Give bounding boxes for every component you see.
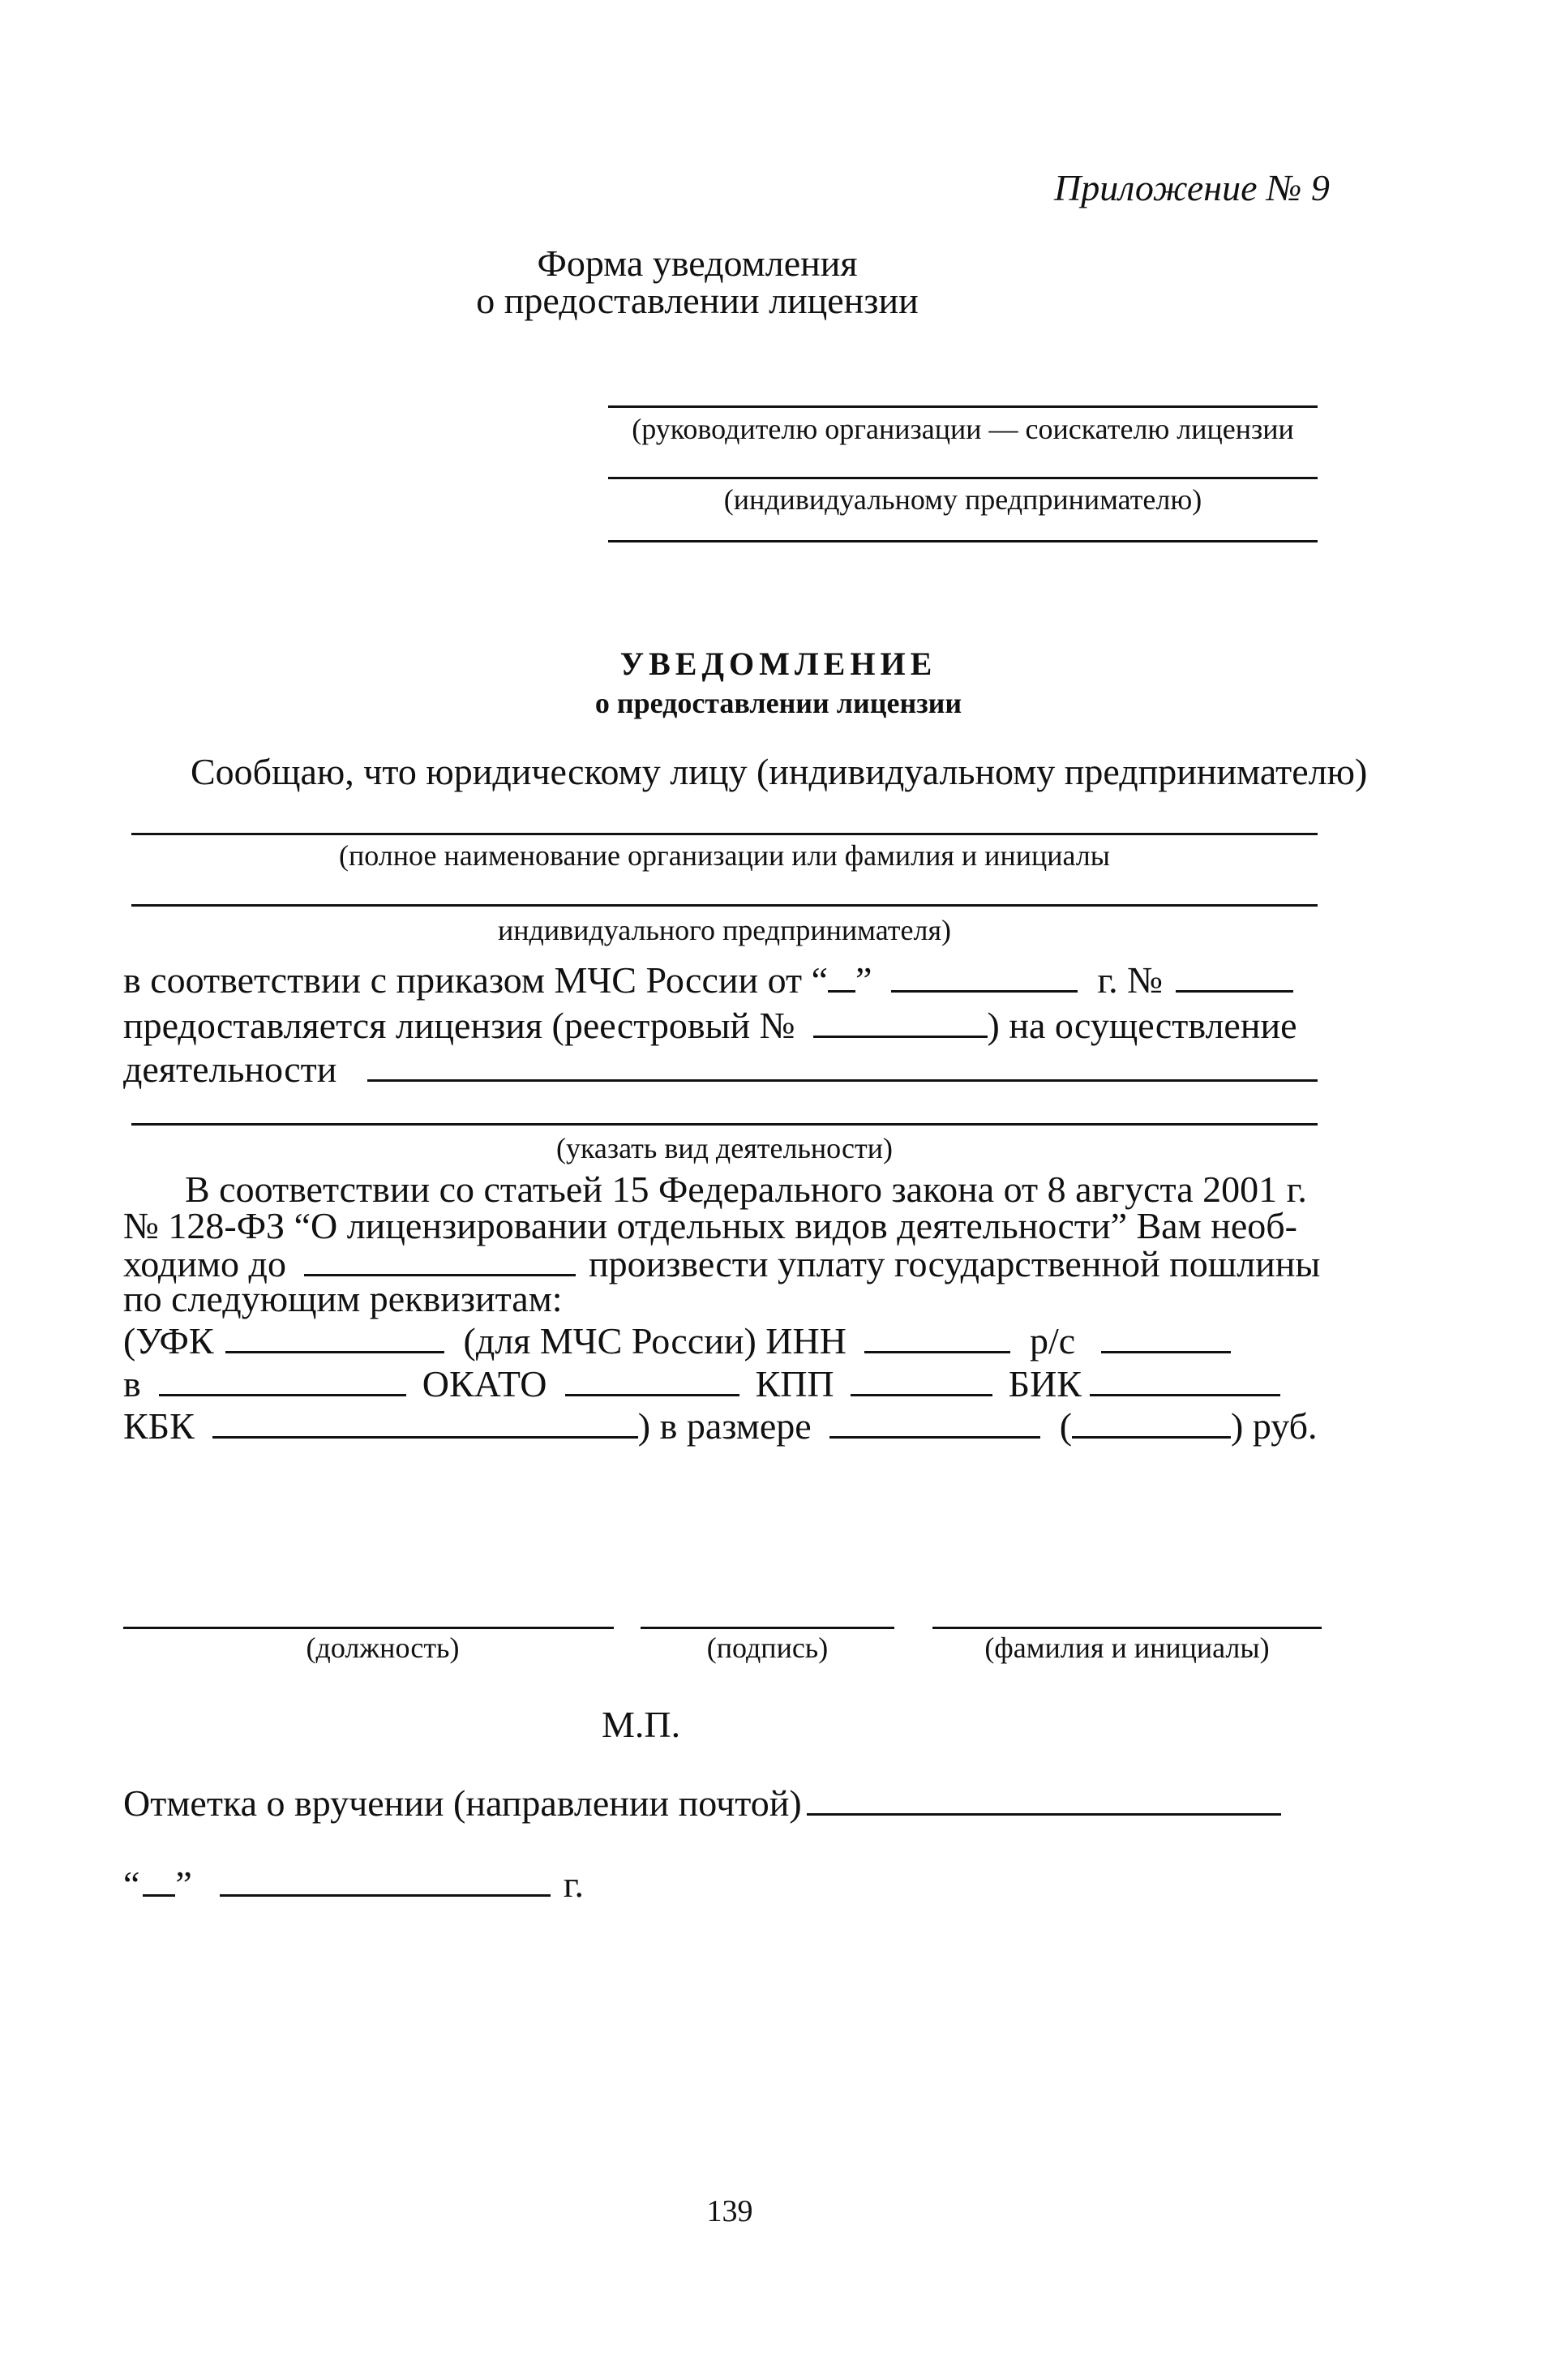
- stamp-place: М.П.: [602, 1704, 681, 1745]
- okato-blank: [565, 1361, 739, 1396]
- recipient-caption-1: (руководителю организации — соискателю лицензии: [632, 413, 1294, 445]
- bank-blank: [159, 1361, 406, 1396]
- ufk-blank: [225, 1318, 444, 1353]
- delivery-line: [123, 1780, 1327, 1825]
- date-year-label: г.: [563, 1863, 585, 1906]
- recipient-line-2: [608, 477, 1318, 479]
- full-name-caption: (фамилия и инициалы): [984, 1632, 1270, 1664]
- license-number-blank: [813, 1002, 988, 1038]
- order-day-blank: [828, 957, 855, 993]
- appendix-label: Приложение № 9: [1054, 167, 1330, 208]
- law-text-3a: ходимо до: [123, 1243, 286, 1285]
- activity-blank: [367, 1046, 1318, 1082]
- notice-paragraph: Сообщаю, что юридическому лицу (индивидуальному предпринимателю): [191, 751, 1368, 792]
- name-caption-1: (полное наименование организации или фамилия и инициалы: [339, 839, 1110, 872]
- order-text-c: г. №: [1097, 959, 1164, 1001]
- inn-blank: [864, 1318, 1010, 1353]
- order-text-a: в соответствии с приказом МЧС России от “: [123, 959, 829, 1001]
- order-number-blank: [1176, 957, 1293, 993]
- date-month-blank: [220, 1861, 551, 1897]
- date-line: [123, 1861, 584, 1906]
- activity-line-2: [131, 1123, 1318, 1126]
- signature-line: [641, 1627, 894, 1629]
- account-blank: [1101, 1318, 1231, 1353]
- activity-label: деятельности: [123, 1048, 337, 1091]
- kpp-blank: [851, 1361, 992, 1396]
- doc-title: УВЕДОМЛЕНИЕ: [619, 645, 937, 682]
- req-okato-label: ОКАТО: [422, 1363, 547, 1405]
- page-number: 139: [706, 2194, 753, 2228]
- license-text-a: предоставляется лицензия (реестровый №: [123, 1005, 795, 1047]
- kbk-blank: [212, 1403, 638, 1439]
- activity-line: [123, 1046, 1327, 1091]
- order-line: [123, 957, 1327, 1002]
- order-month-blank: [891, 957, 1078, 993]
- req-amount-label: ) в размере: [637, 1405, 812, 1447]
- law-line-2: № 128-ФЗ “О лицензировании отдельных видов деятельности” Вам необ-: [123, 1205, 1297, 1246]
- position-caption: (должность): [306, 1632, 460, 1664]
- req-paren-open: (: [1059, 1405, 1073, 1447]
- law-line-4: по следующим реквизитам:: [123, 1278, 563, 1319]
- date-quote-close: ”: [175, 1863, 192, 1906]
- req-inn-label: (для МЧС России) ИНН: [463, 1320, 847, 1362]
- amount-words-blank: [1072, 1403, 1231, 1439]
- form-title-line-1: Форма уведомления: [537, 242, 858, 284]
- form-title-line-2: о предоставлении лицензии: [476, 280, 919, 321]
- law-text-3b: произвести уплату государственной пошлины: [588, 1243, 1321, 1285]
- requisites-line-3: [123, 1403, 1327, 1448]
- recipient-line-1: [608, 405, 1318, 408]
- req-rub-label: ) руб.: [1231, 1405, 1318, 1447]
- amount-digits-blank: [829, 1403, 1040, 1439]
- name-line-1: [131, 833, 1318, 835]
- license-line: [123, 1002, 1327, 1048]
- activity-caption: (указать вид деятельности): [556, 1132, 893, 1164]
- requisites-line-1: [123, 1318, 1327, 1363]
- bik-blank: [1090, 1361, 1280, 1396]
- law-line-1: В соответствии со статьей 15 Федерального закона от 8 августа 2001 г.: [185, 1169, 1307, 1210]
- order-text-b: ”: [855, 959, 872, 1001]
- req-bank-label: в: [123, 1363, 141, 1405]
- date-quote-open: “: [123, 1863, 140, 1906]
- delivery-blank: [807, 1780, 1281, 1816]
- license-text-b: ) на осуществление: [987, 1005, 1297, 1047]
- requisites-line-2: [123, 1361, 1327, 1406]
- payment-date-blank: [304, 1241, 576, 1276]
- signature-caption: (подпись): [706, 1632, 829, 1664]
- full-name-line: [932, 1627, 1322, 1629]
- req-ufk-label: (УФК: [123, 1320, 214, 1362]
- req-bik-label: БИК: [1008, 1363, 1082, 1405]
- req-kbk-label: КБК: [123, 1405, 195, 1447]
- req-account-label: р/с: [1029, 1320, 1076, 1362]
- name-caption-2: индивидуального предпринимателя): [498, 914, 951, 946]
- position-line: [123, 1627, 614, 1629]
- date-day-blank: [143, 1861, 175, 1897]
- req-kpp-label: КПП: [755, 1363, 834, 1405]
- recipient-line-3: [608, 540, 1318, 542]
- recipient-caption-2: (индивидуальному предпринимателю): [723, 483, 1202, 516]
- delivery-label: Отметка о вручении (направлении почтой): [123, 1782, 802, 1825]
- doc-subtitle: о предоставлении лицензии: [594, 687, 962, 719]
- name-line-2: [131, 904, 1318, 907]
